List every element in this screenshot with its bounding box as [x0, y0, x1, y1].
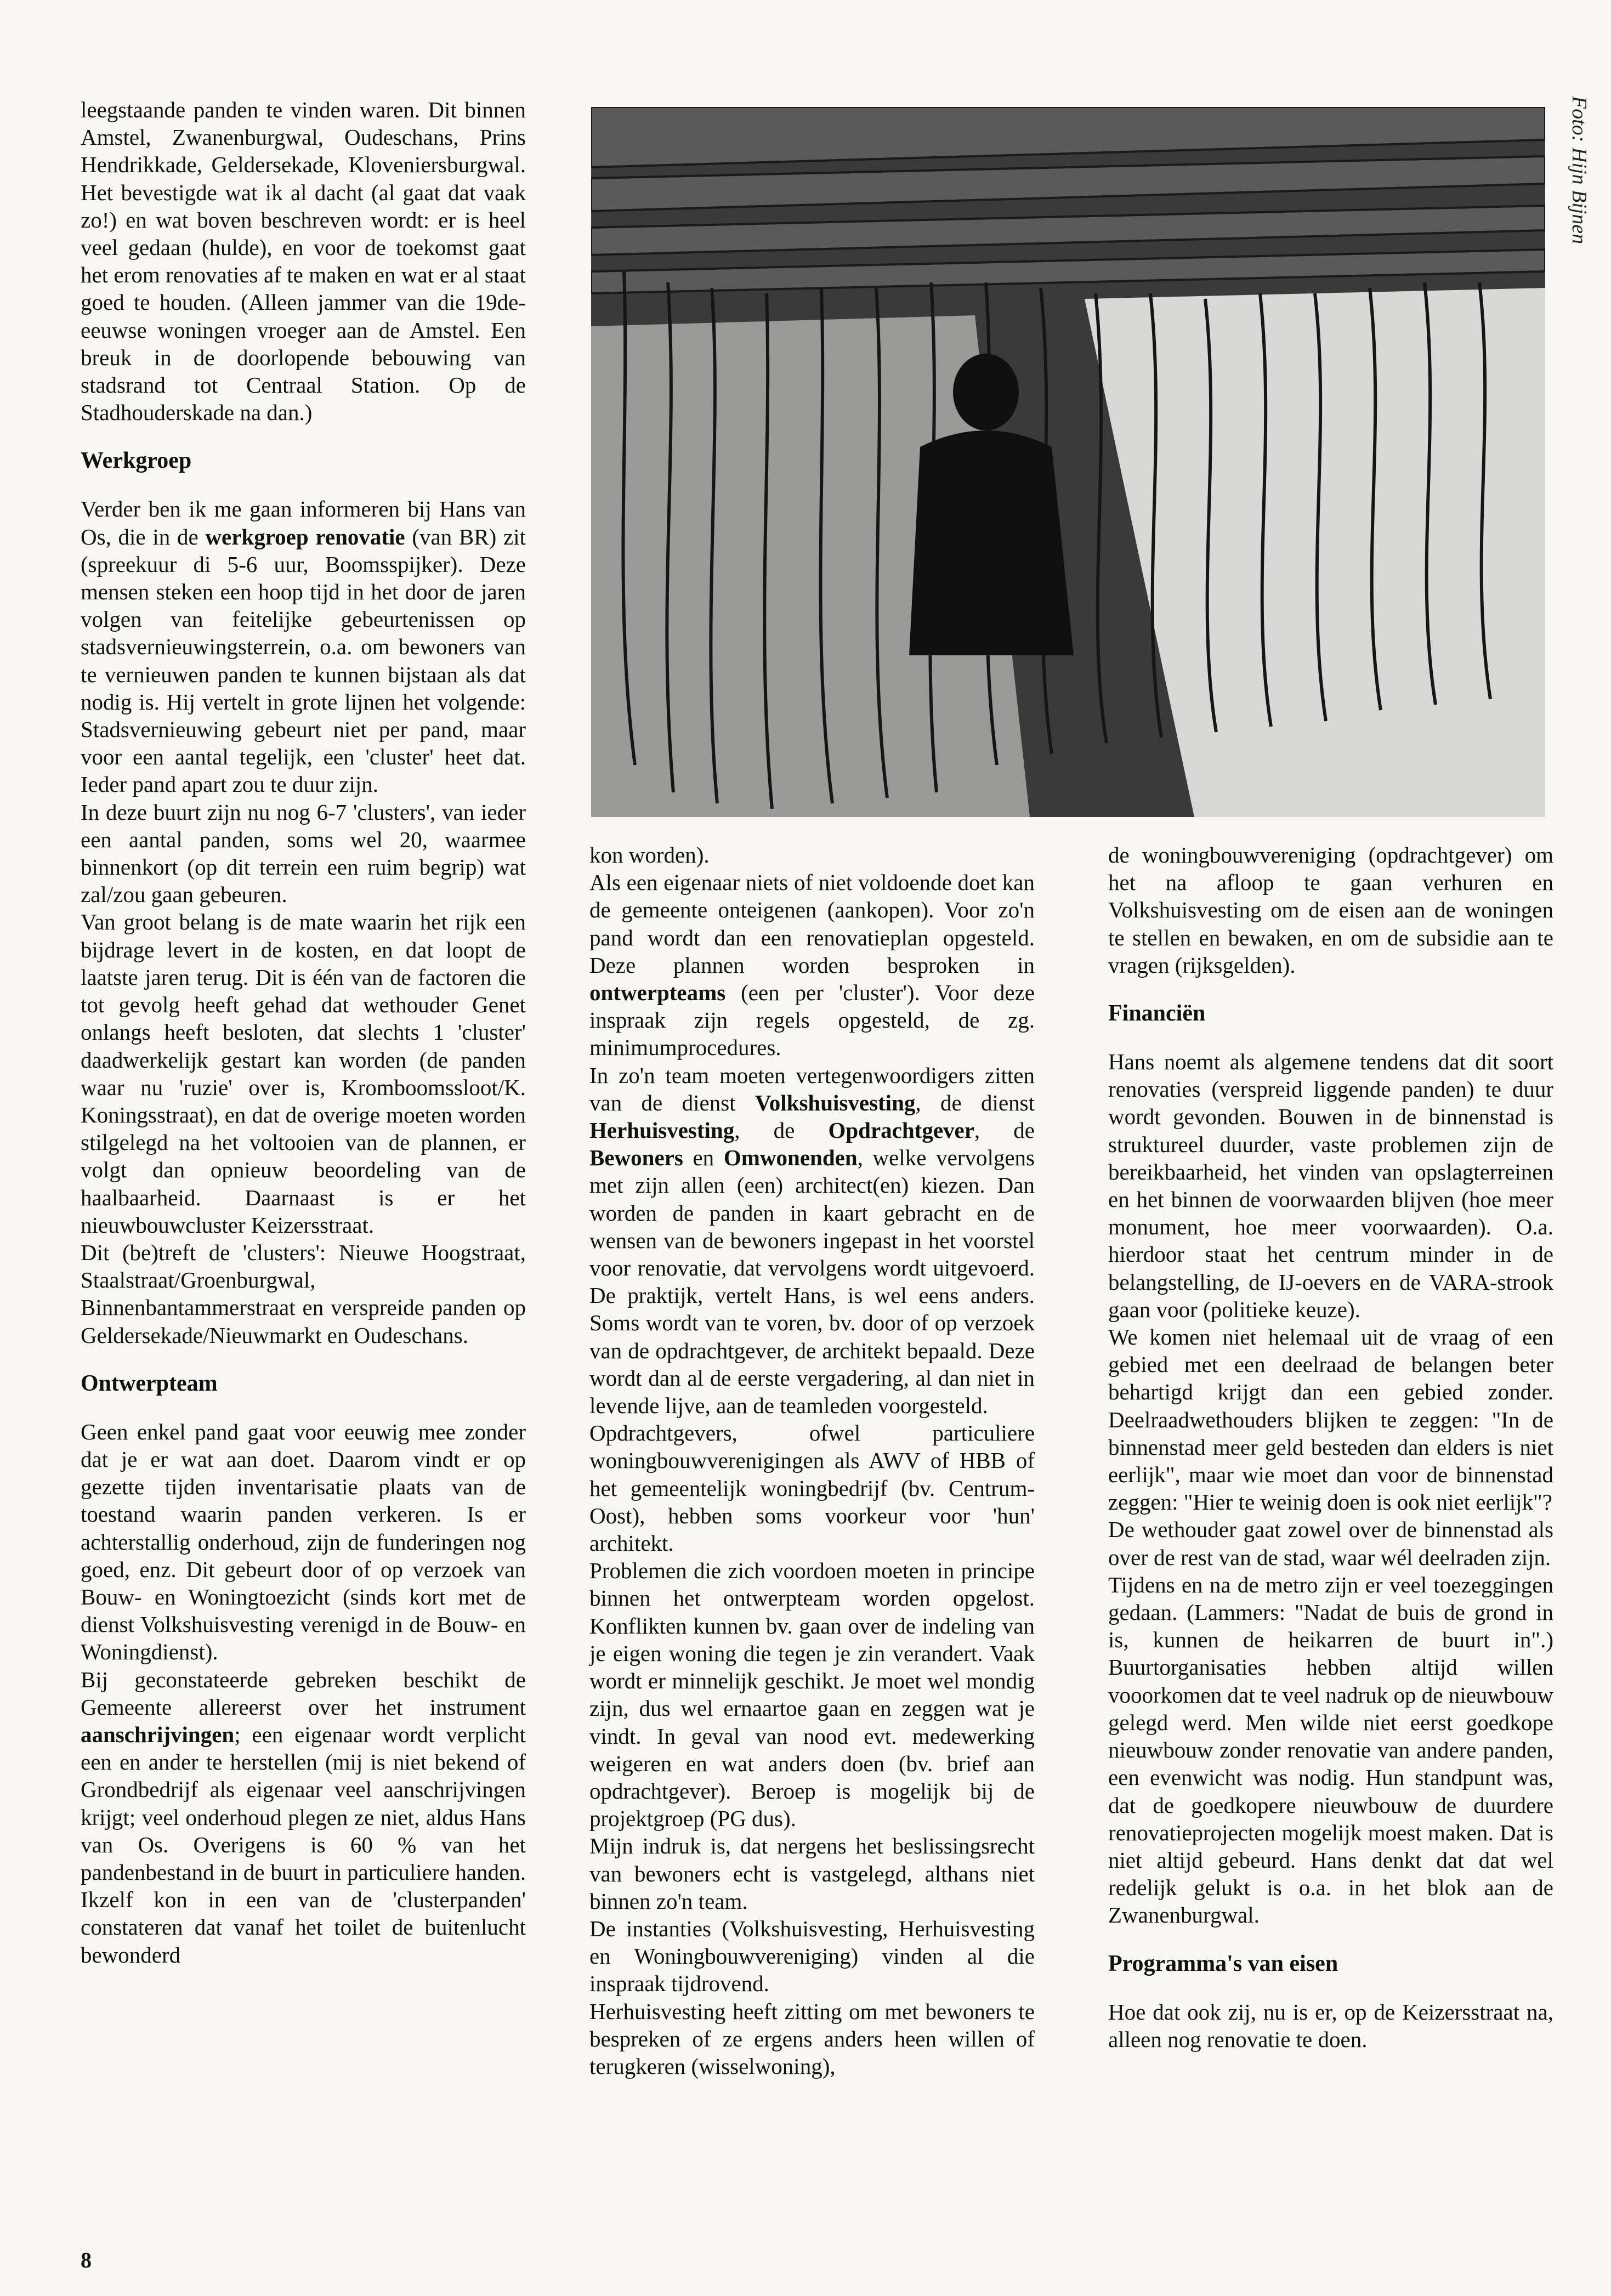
werkgroep-paragraph-3: Van groot belang is de mate waarin het rijk een bijdrage levert in de kosten, en dat loopt de laatste jaren terug. Dit is één van de factoren die tot gevolg heeft gehad dat wethouder Genet onlangs heeft besloten, dat slechts 1 'cluster' daadwerkelijk gestart kan worden (de panden waar nu 'ruzie' over is, Kromboomssloot/K. Koningsstraat), en dat de overige moeten worden stilgelegd na het voltooien van de plannen, er volgt dan opnieuw beoordeling van de haalbaarheid. Daarnaast is er het nieuwbouwcluster Keizersstraat. — [81, 909, 526, 1238]
col2-p3-c: , de — [734, 1118, 829, 1143]
financien-paragraph-1: Hans noemt als algemene tendens dat dit soort renovaties (verspreid liggende panden) te duur wordt gevonden. Bouwen in de binnenstad is struktureel duurder, vaste problemen zijn de bereikbaarheid, het vinden van opslagterreinen en het binnen de voorwaarden blijven (hoe meer monument, hoe meer voorwaarden). O.a. hierdoor staat het centrum minder in de belangstelling, de IJ-oevers en de VARA-strook gaan voor (politieke keuze). — [1108, 1049, 1553, 1322]
col2-paragraph-3 — [589, 1062, 1035, 1420]
col2-p3-bold3: Opdrachtgever — [828, 1118, 974, 1143]
col2-p2-text-b: (een per 'cluster'). Voor deze inspraak zijn regels opgesteld, de zg. minimumprocedures. — [589, 980, 1035, 1061]
werkgroep-paragraph-1 — [81, 495, 526, 798]
col2-paragraph-5: Problemen die zich voordoen moeten in principe binnen het ontwerpteam worden opgelost. Konflikten kunnen bv. gaan over de indeling van je eigen woning die tegen je zin verandert. Vaak wordt er minnelijk geschikt. Je moet wel mondig zijn, dus wel ernaartoe gaan en zeggen wat je vindt. In geval van nood evt. medewerking weigeren en wat anders doen (bv. brief aan opdrachtgever). Beroep is mogelijk bij de projektgroep (PG dus). — [589, 1558, 1035, 1832]
col2-paragraph-1: kon worden). — [589, 842, 710, 868]
col2-paragraph-7: De instanties (Volkshuisvesting, Herhuisvesting en Woningbouwvereniging) vinden al die inspraak tijdrovend. — [589, 1915, 1035, 1997]
col2-p3-bold4: Bewoners — [589, 1145, 683, 1171]
werkgroep-paragraph-2: In deze buurt zijn nu nog 6-7 'clusters', van ieder een aantal panden, soms wel 20, waarmee binnenkort (op dit terrein een ruim begrip) wat zal/zou gaan gebeuren. — [81, 799, 526, 908]
photo-icon — [591, 107, 1545, 817]
col2-p3-bold5: Omwonenden — [723, 1145, 858, 1171]
heading-werkgroep: Werkgroep — [81, 448, 192, 474]
column-1 — [81, 96, 526, 1969]
col3-paragraph-1: de woningbouwvereniging (opdrachtgever) om het na afloop te gaan verhuren en Volkshuisvesting om de eisen aan de woningen te stellen en bewaken, en om de subsidie aan te vragen (rijksgelden). — [1108, 842, 1553, 978]
programmas-paragraph-1: Hoe dat ook zij, nu is er, op de Keizersstraat na, alleen nog renovatie te doen. — [1108, 1999, 1553, 2052]
heading-programmas: Programma's van eisen — [1108, 1951, 1338, 1976]
ontwerp-paragraph-2 — [81, 1666, 526, 1969]
col2-p3-bold1: Volkshuisvesting — [755, 1090, 916, 1115]
column-2 — [589, 841, 1035, 2080]
financien-paragraph-4: Tijdens en na de metro zijn er veel toezeggingen gedaan. (Lammers: "Nadat de buis de grond in is, kunnen de heikarren de buurt in".) Buurtorganisaties hebben altijd willen vooorkomen dat te veel nadruk op de nieuwbouw gelegd werd. Men wilde niet eerst goedkope nieuwbouw zonder renovatie van andere panden, een evenwicht was nodig. Hun standpunt was, dat de goedkopere nieuwbouw de duurdere renovatieprojecten mogelijk moest maken. Dat is niet altijd gebeurd. Hans denkt dat dat wel redelijk gelukt is o.a. in het blok aan de Zwanenburgwal. — [1108, 1572, 1553, 1928]
photo-ceiling-demolition — [591, 107, 1545, 817]
financien-paragraph-3: De wethouder gaat zowel over de binnenstad als over de rest van de stad, waar wél deelraden zijn. — [1108, 1517, 1553, 1570]
col2-p3-f: , welke vervolgens met zijn allen (een) architect(en) kiezen. Dan worden de panden in kaart gebracht en de wensen van de bewoners ingepast in het voorstel voor renovatie, dat vervolgens wordt uitgevoerd. De praktijk, vertelt Hans, is wel eens anders. Soms wordt van te voren, bv. door of op verzoek van de opdrachtgever, de architekt bepaald. Deze wordt dan al de eerste vergadering, al dan niet in levende lijve, aan de teamleden voorgesteld. — [589, 1145, 1035, 1419]
ontwerp-text-a: Bij geconstateerde gebreken beschikt de Gemeente allereerst over het instrument — [81, 1666, 526, 1720]
heading-financien: Financiën — [1108, 1001, 1206, 1027]
col2-paragraph-4: Opdrachtgevers, ofwel particuliere woningbouwverenigingen als AWV of HBB of het gemeentelijk woningbedrijf (bv. Centrum-Oost), hebben soms voorkeur voor 'hun' architekt. — [589, 1420, 1035, 1556]
werkgroep-text-b: (van BR) zit (spreekuur di 5-6 uur, Boomsspijker). Deze mensen steken een hoop tijd in het door de jaren volgen van feitelijke gebeurtenissen op stadsvernieuwingsterrein, o.a. om bewoners van te vernieuwen panden te kunnen bijstaan als dat nodig is. Hij vertelt in grote lijnen het volgende: Stadsvernieuwing gebeurt niet per pand, maar voor een aantal tegelijk, een 'cluster' heet dat. Ieder pand apart zou te duur zijn. — [81, 524, 526, 797]
heading-ontwerpteam: Ontwerpteam — [81, 1370, 218, 1396]
ontwerp-bold: aanschrijvingen — [81, 1721, 235, 1747]
page-number: 8 — [81, 2248, 92, 2272]
ontwerp-paragraph-1: Geen enkel pand gaat voor eeuwig mee zonder dat je er wat aan doet. Daarom vindt er op gezette tijden inventarisatie plaats van de toestand waarin panden verkeren. Is er achterstallig onderhoud, zijn de funderingen nog goed, enz. Dit gebeurt door of op verzoek van Bouw- en Woningtoezicht (sinds kort met de dienst Volkshuisvesting verenigd in de Bouw- en Woningdienst). — [81, 1419, 526, 1665]
col2-paragraph-2 — [589, 869, 1035, 1061]
column-3 — [1108, 841, 1553, 2053]
werkgroep-text-a: Verder ben ik me gaan informeren bij Hans van Os, die in de — [81, 496, 526, 549]
col2-paragraph-6: Mijn indruk is, dat nergens het beslissingsrecht van bewoners echt is vastgelegd, althans niet binnen zo'n team. — [589, 1833, 1035, 1914]
intro-paragraph: leegstaande panden te vinden waren. Dit binnen Amstel, Zwanenburgwal, Oudeschans, Prins Hendrikkade, Geldersekade, Kloveniersburgwal. Het bevestigde wat ik al dacht (al gaat dat vaak zo!) en wat boven beschreven wordt: er is heel veel gedaan (hulde), en voor de toekomst gaat het erom renovaties af te maken en wat er al staat goed te houden. (Alleen jammer van die 19de-eeuwse woningen vroeger aan de Amstel. Een breuk in de doorlopende bebouwing van stadsrand tot Centraal Station. Op de Stadhouderskade na dan.) — [81, 97, 526, 426]
col2-p3-b: , de dienst — [915, 1090, 1035, 1115]
ontwerp-text-b: ; een eigenaar wordt verplicht een en ander te herstellen (mij is niet bekend of Grondbedrijf als eigenaar veel aanschrijvingen krijgt; veel onderhoud plegen ze niet, aldus Hans van Os. Overigens is 60 % van het pandenbestand in de buurt in particuliere handen. Ikzelf kon in een van de 'clusterpanden' constateren dat vanaf het toilet de buitenlucht bewonderd — [81, 1721, 526, 1968]
col2-p2-bold: ontwerpteams — [589, 980, 726, 1006]
col2-p3-d: , de — [974, 1118, 1035, 1143]
col2-p2-text-a: Als een eigenaar niets of niet voldoende doet kan de gemeente onteigenen (aankopen). Voor zo'n pand wordt dan een renovatieplan opgesteld. Deze plannen worden besproken in — [589, 870, 1035, 978]
col2-p3-e: en — [683, 1145, 724, 1171]
photo-credit: Foto: Hijn Bijnen — [1568, 96, 1591, 245]
werkgroep-bold: werkgroep renovatie — [205, 524, 405, 549]
col2-paragraph-8: Herhuisvesting heeft zitting om met bewoners te bespreken of ze ergens anders heen willen of terugkeren (wisselwoning), — [589, 1998, 1035, 2079]
col2-p3-bold2: Herhuisvesting — [589, 1118, 735, 1143]
col2-p3-a: In zo'n team moeten vertegenwoordigers zitten van de dienst — [589, 1062, 1035, 1115]
werkgroep-paragraph-4: Dit (be)treft de 'clusters': Nieuwe Hoogstraat, Staalstraat/Groenburgwal, Binnenbantammerstraat en verspreide panden op Geldersekade/Nieuwmarkt en Oudeschans. — [81, 1239, 526, 1348]
financien-paragraph-2: We komen niet helemaal uit de vraag of een gebied met een deelraad de belangen beter behartigd krijgt dan een gebied zonder. Deelraadwethouders blijken te zeggen: "In de binnenstad meer geld besteden dan elders is niet eerlijk", maar wie moet dan voor de binnenstad zeggen: "Hier te weinig doen is ook niet eerlijk"? — [1108, 1324, 1553, 1515]
